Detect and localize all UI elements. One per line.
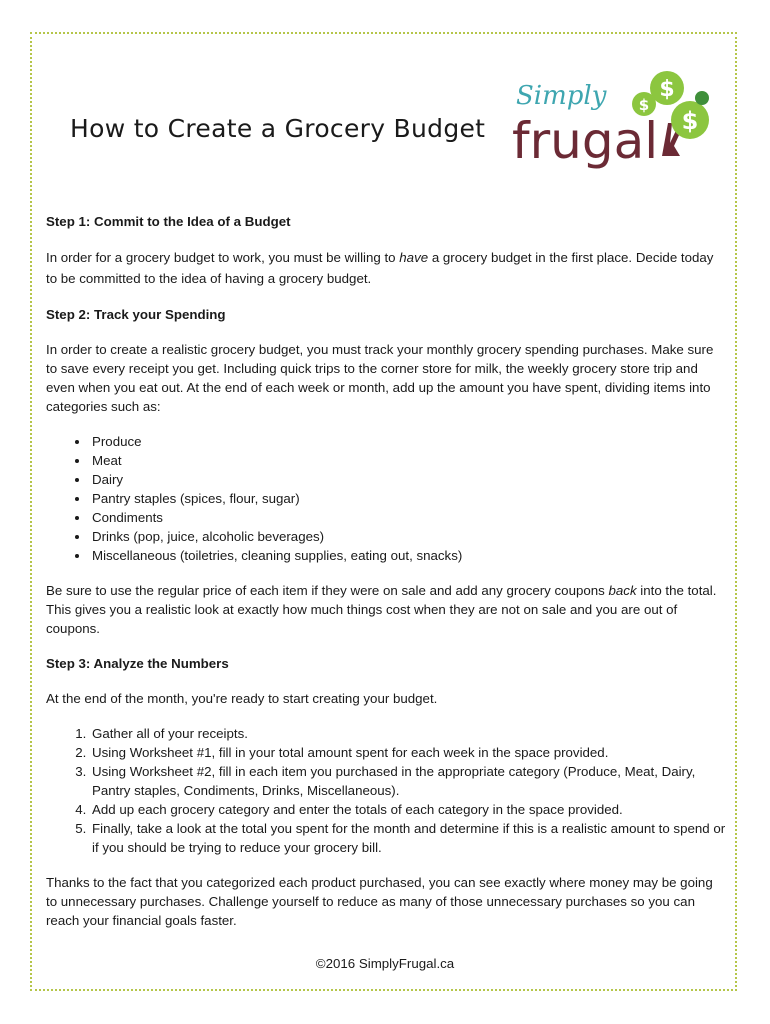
- list-item: 4. Add up each grocery category and enter the totals of each category in the space provided.: [90, 800, 726, 819]
- copyright-footer: ©2016 SimplyFrugal.ca: [315, 956, 455, 971]
- step2-heading: Step 2: Track your Spending: [46, 307, 226, 322]
- list-item: • Dairy: [90, 470, 726, 489]
- list-item: 3. Using Worksheet #2, fill in each item you purchased in the appropriate category (Produce, Meat, Dairy, Pantry staples, Condiments, Drinks, Miscellaneous).: [90, 762, 726, 800]
- list-item: • Meat: [90, 451, 726, 470]
- logo-word-frugal: frugal: [512, 112, 659, 170]
- simply-frugal-logo: [512, 68, 722, 178]
- logo-dollar-top: $: [659, 77, 675, 102]
- list-item: • Pantry staples (spices, flour, sugar): [90, 489, 726, 508]
- step1-heading: Step 1: Commit to the Idea of a Budget: [46, 214, 291, 229]
- step2-note: Be sure to use the regular price of each item if they were on sale and add any grocery coupons back into the total. This gives you a realistic look at exactly how much things cost when they are not on sale and you are out of coupons.: [46, 583, 717, 636]
- step2-intro: In order to create a realistic grocery budget, you must track your monthly grocery spending purchases. Make sure to save every receipt you get. Including quick trips to the corner store for milk, the weekly grocery store trip and even when you eat out. At the end of each week or month, add up the amount you have spent, dividing items into categories such as:: [46, 342, 714, 414]
- step3-heading: Step 3: Analyze the Numbers: [46, 656, 229, 671]
- document-body: [46, 212, 726, 946]
- list-item: • Condiments: [90, 508, 726, 527]
- step3-intro: At the end of the month, you're ready to start creating your budget.: [46, 691, 438, 706]
- list-item: 5. Finally, take a look at the total you spent for the month and determine if this is a realistic amount to spend or if you should be trying to reduce your grocery bill.: [90, 819, 726, 857]
- list-item: 2. Using Worksheet #1, fill in your total amount spent for each week in the space provided.: [90, 743, 726, 762]
- logo-dollar-right: $: [681, 107, 699, 135]
- logo-leaf-small: [695, 91, 709, 105]
- list-item: • Drinks (pop, juice, alcoholic beverages): [90, 527, 726, 546]
- closing-paragraph: Thanks to the fact that you categorized each product purchased, you can see exactly where money may be going to unnecessary purchases. Challenge yourself to reduce as many of those unnecessary purchases so you can reach your financial goals faster.: [46, 875, 713, 928]
- list-item: • Miscellaneous (toiletries, cleaning supplies, eating out, snacks): [90, 546, 726, 565]
- list-item: • Produce: [90, 432, 726, 451]
- list-item: 1. Gather all of your receipts.: [90, 724, 726, 743]
- steps-list: [46, 724, 726, 857]
- step1-text: In order for a grocery budget to work, you must be willing to have a grocery budget in the first place. Decide today to be committed to the idea of having a grocery budget.: [46, 250, 714, 286]
- logo-dollar-left: $: [638, 96, 650, 114]
- page-title: How to Create a Grocery Budget: [70, 114, 486, 143]
- logo-word-simply: Simply: [516, 81, 607, 111]
- category-list: [46, 432, 726, 565]
